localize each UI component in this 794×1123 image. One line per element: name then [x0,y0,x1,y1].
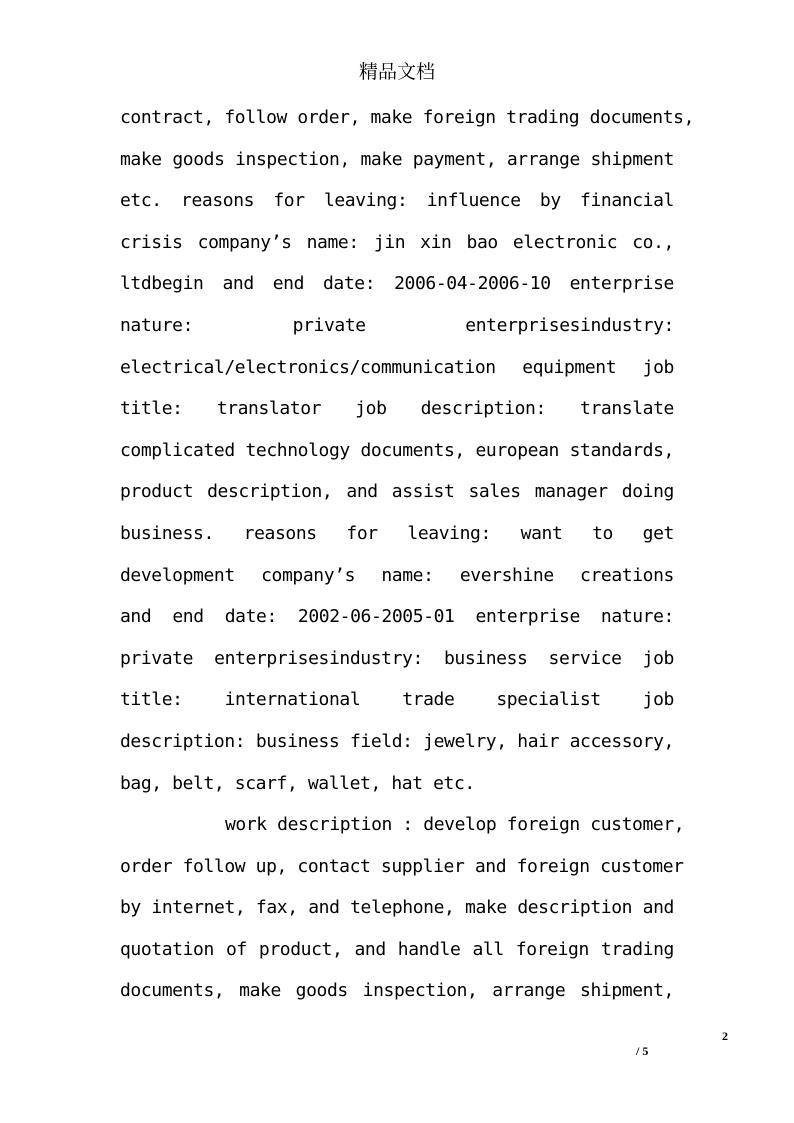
text-line: title: international trade specialist job [120,689,674,711]
text-line: ltdbegin and end date: 2006-04-2006-10 enterprise [120,273,674,295]
text-line: private enterprisesindustry: business service job [120,647,674,669]
text-line: etc. reasons for leaving: influence by financial [120,190,674,212]
text-line: business. reasons for leaving: want to get [120,522,674,544]
page-header-title: 精品文档 [358,61,435,83]
text-line: electrical/electronics/communication equipment job [120,356,674,378]
text-line: development company’s name: evershine creations [120,564,674,586]
text-line: crisis company’s name: jin xin bao electronic co., [120,231,674,253]
text-line: make goods inspection, make payment, arrange shipment [120,148,674,170]
text-line: product description, and assist sales manager doing [120,481,674,503]
text-line: bag, belt, scarf, wallet, hat etc. [120,772,475,794]
page-total: / 5 [636,1044,649,1058]
text-line: by internet, fax, and telephone, make description and [120,897,674,919]
text-line: title: translator job description: translate [120,398,674,420]
page-number: 2 [722,1029,728,1043]
text-line: description: business field: jewelry, hair accessory, [120,730,674,752]
text-line: complicated technology documents, european standards, [120,439,674,461]
document-body [120,97,695,1012]
text-line: order follow up, contact supplier and foreign customer [120,855,684,877]
text-line-indented: work description : develop foreign customer, [225,814,685,836]
text-line: nature: private enterprisesindustry: [120,314,674,336]
text-line: and end date: 2002-06-2005-01 enterprise nature: [120,606,674,628]
text-line: documents, make goods inspection, arrange shipment, [120,980,674,1002]
text-line: quotation of product, and handle all foreign trading [120,938,674,960]
text-line: contract, follow order, make foreign trading documents, [120,107,695,128]
